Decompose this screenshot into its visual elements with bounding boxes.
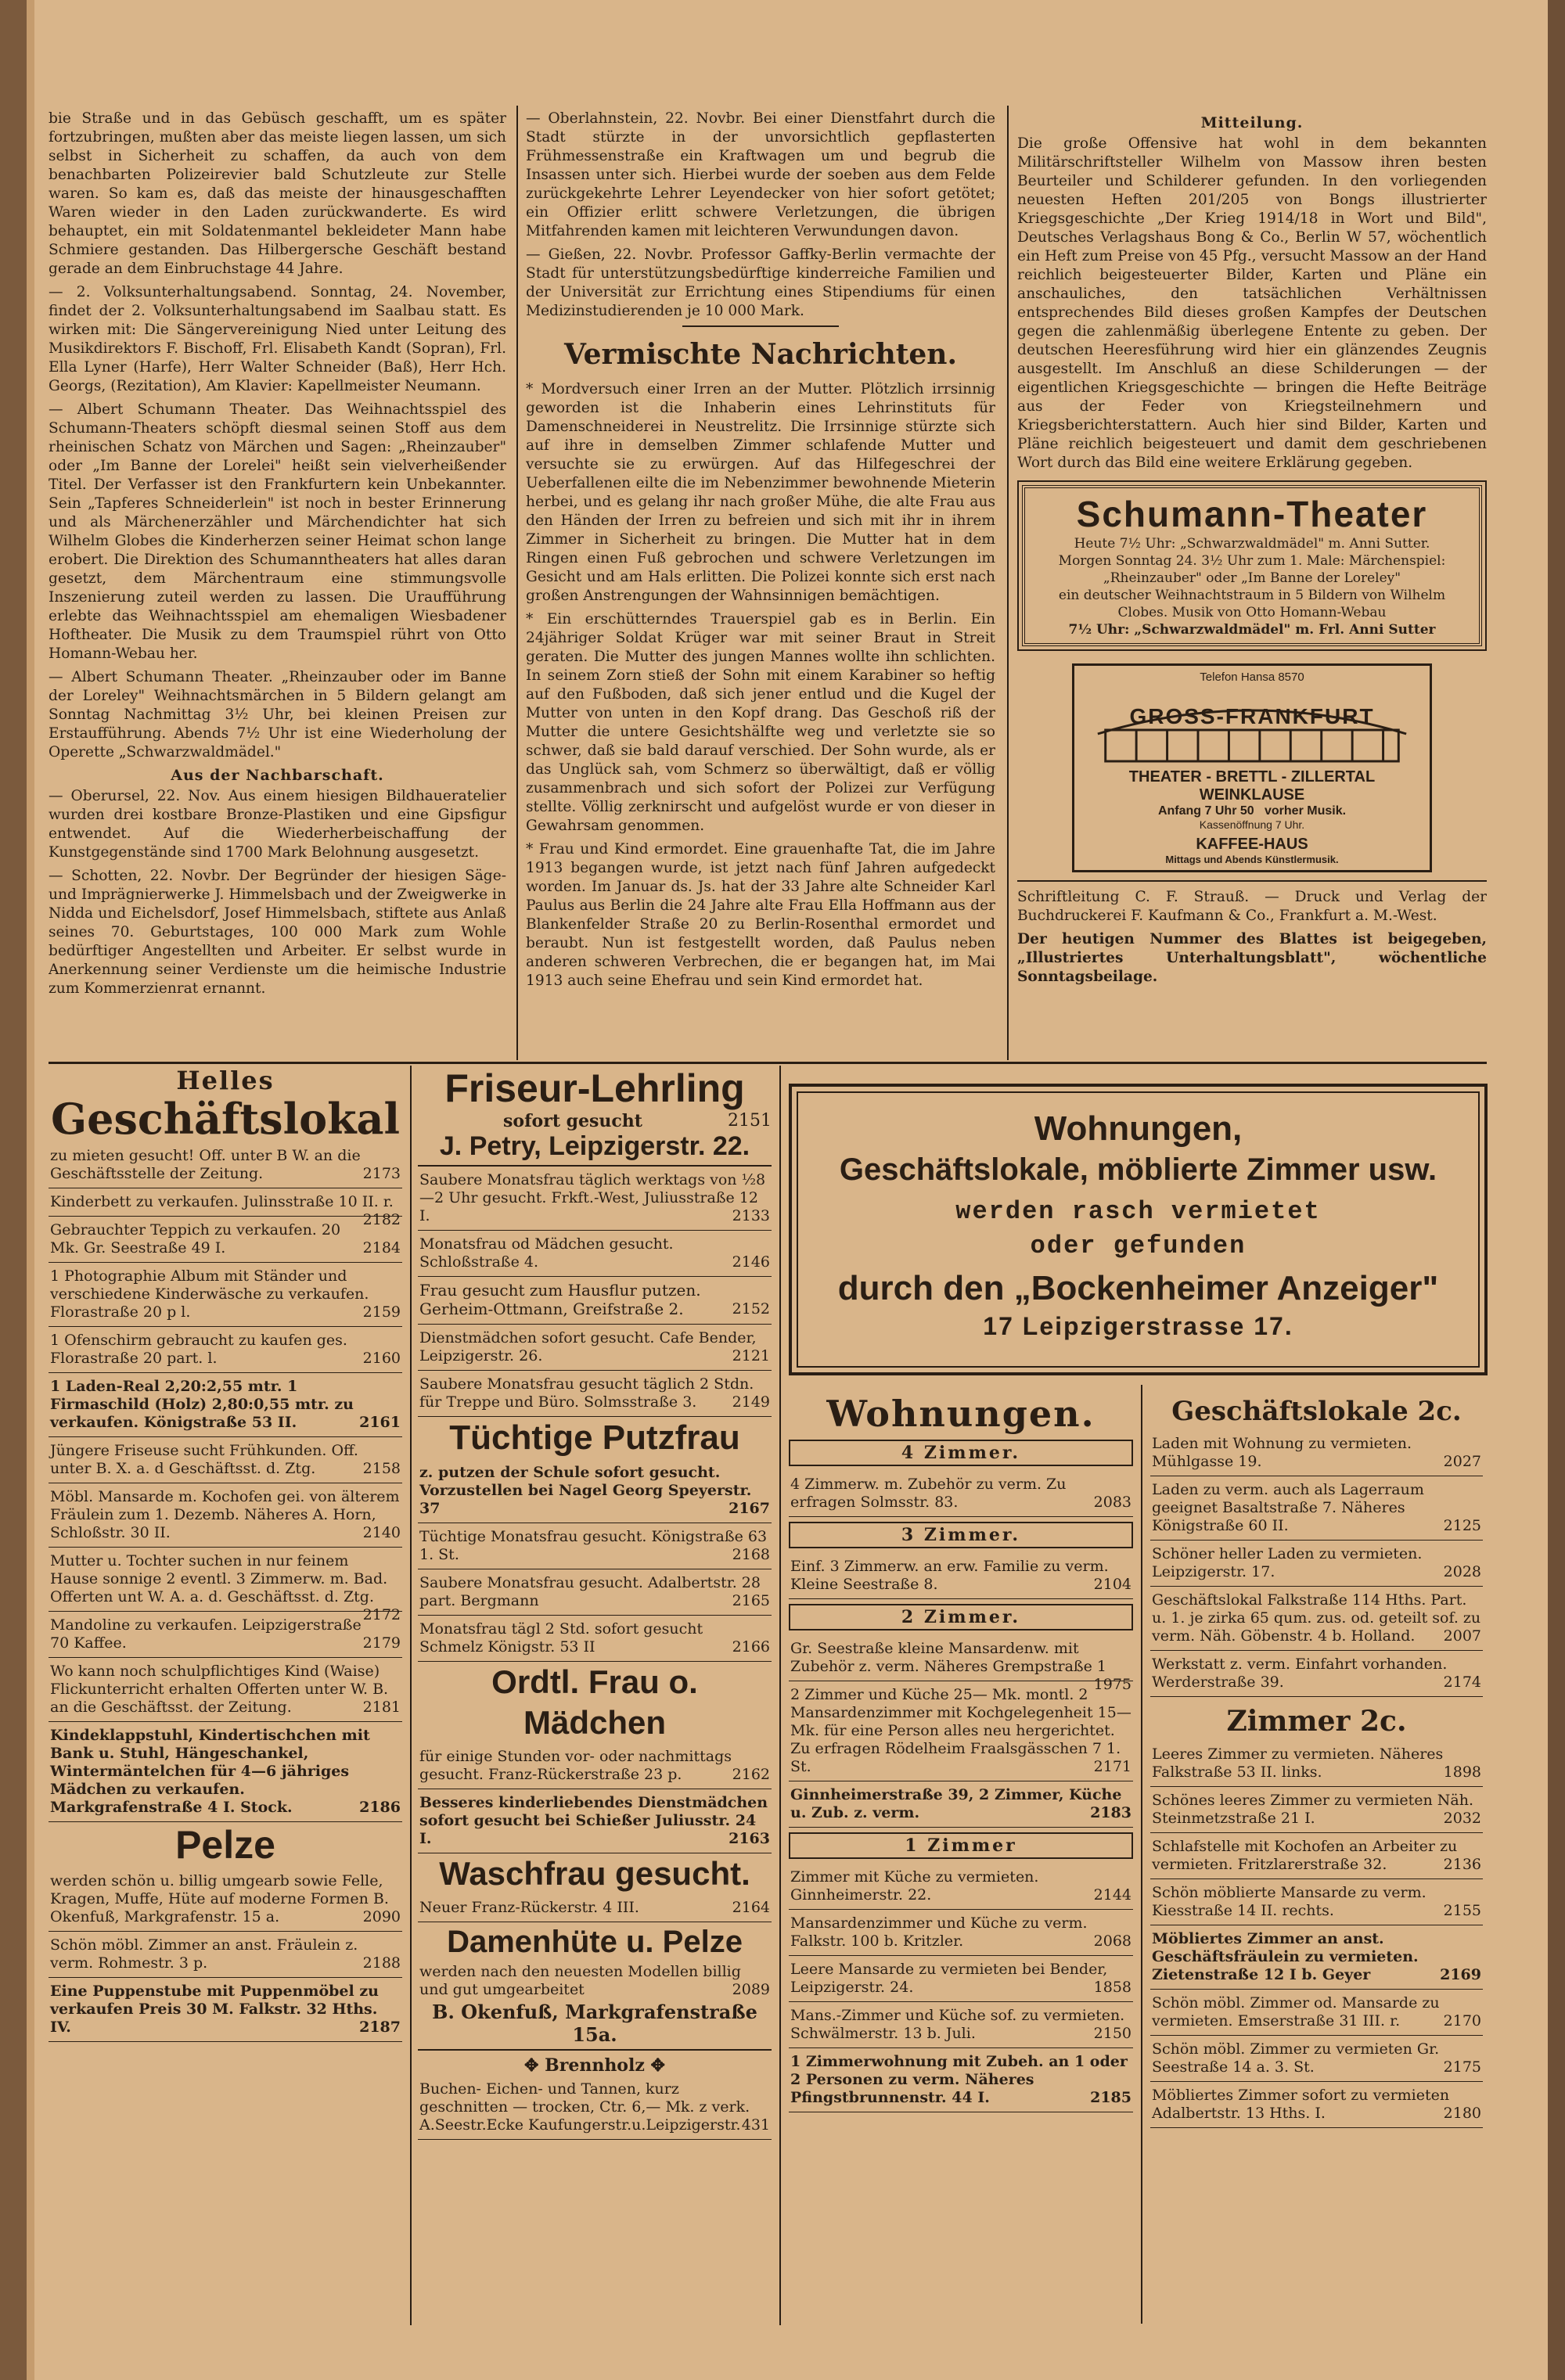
gf-line: KAFFEE-HAUS — [1196, 836, 1308, 853]
ad-subline — [418, 1111, 772, 1131]
classified-ad — [418, 1743, 772, 1789]
banner-line: durch den „Bockenheimer Anzeiger" — [837, 1269, 1439, 1307]
ad-text: Mans.-Zimmer und Küche sof. zu vermieten. Schwälmerstr. 13 b. Juli. — [790, 2007, 1125, 2042]
ad-headline-large: Friseur-Lehrling — [444, 1066, 745, 1110]
phone-number: Telefon Hansa 8570 — [1200, 670, 1304, 684]
classified-ad — [1150, 1541, 1483, 1587]
classified-ad — [789, 1910, 1133, 1956]
theater-line: 7½ Uhr: „Schwarzwaldmädel" m. Frl. Anni Sutter — [1068, 622, 1436, 638]
banner-line: Wohnungen, — [1034, 1109, 1243, 1148]
ad-text: zu mieten gesucht! Off. unter B W. an die Geschäftsstelle der Zeitung. — [50, 1147, 361, 1182]
ad-headline-large: Pelze — [175, 1823, 275, 1867]
theater-line: Heute 7½ Uhr: „Schwarzwaldmädel" m. Anni Sutter. — [1074, 536, 1430, 552]
classified-ad — [789, 2002, 1133, 2048]
gf-music: vorher Musik. — [1265, 804, 1347, 818]
ad-text: Möbliertes Zimmer sofort zu vermieten Adalbertstr. 13 Hths. I. — [1152, 2087, 1450, 2122]
article-paragraph: — Oberlahnstein, 22. Novbr. Bei einer Dienstfahrt durch die Stadt stürzte in der unvorsichtlich gepflasterten Frühmessenstraße ein Kraftwagen um und begrub die Insassen unter sich. Hierbei wurde der soeben aus dem Felde zurückgekehrte Lehrer Leyendecker von hier sofort getötet; ein Offizier erlitt schwere Verletzungen, die übrigen Mitfahrenden kamen mit leichteren Verwundungen davon. — [526, 110, 995, 239]
ad-headline-large: Geschäftslokal — [50, 1094, 401, 1144]
ad-text: 1 Ofenschirm gebraucht zu kaufen ges. Florastraße 20 part. l. — [50, 1332, 347, 1367]
classified-ad — [49, 1188, 402, 1228]
ad-code: 2089 — [732, 1981, 770, 1998]
ad-text: 2 Zimmer und Küche 25— Mk. montl. 2 Mansardenzimmer mit Kochgelegenheit 15— Mk. für eine Person alles neu hergerichtet. Zu erfragen Rödelheim Fraalsgässchen 7 1. St. — [790, 1686, 1131, 1775]
ad-headline-large: Ordtl. Frau o. Mädchen — [491, 1663, 698, 1741]
classified-ad — [418, 1371, 772, 1417]
ad-code: 2184 — [362, 1239, 401, 1257]
theater-title: Schumann-Theater — [1076, 494, 1428, 534]
subsection-1-zimmer: 1 Zimmer — [789, 1832, 1133, 1859]
ad-code: 2133 — [732, 1207, 770, 1224]
article-paragraph: bie Straße und in das Gebüsch geschafft, um es später fortzubringen, mußten aber das meiste liegen lassen, um sich selbst in Sicherheit zu schaffen, da auch von dem benachbarten Polizeirevier bald Schutzleute zur Stelle waren. So kam es, daß das meiste der hinausgeschafften Waren wieder in den Laden zurückwanderte. Es wird behauptet, ein mit Soldatenmantel bekleideter Mann habe Schmiere gestanden. Das Hilbergersche Geschäft bestand gerade an dem Einbruchstage 44 Jahre. — [49, 110, 506, 277]
ad-code: 2165 — [732, 1592, 770, 1609]
ad-code: 2179 — [362, 1634, 401, 1652]
ad-code: 2125 — [1443, 1517, 1481, 1534]
section-heading: Mitteilung. — [1200, 114, 1304, 131]
ad-text: 1 Zimmerwohnung mit Zubeh. an 1 oder 2 Personen zu verm. Näheres Pfingstbrunnenstr. 44 I. — [790, 2053, 1128, 2106]
ad-text: für einige Stunden vor- oder nachmittags gesucht. Franz-Rückerstraße 23 p. — [419, 1748, 732, 1783]
column-rule — [410, 1066, 412, 2325]
ad-text: Mutter u. Tochter suchen in nur feinem Hause sonnige 2 eventl. 3 Zimmerw. m. Bad. Offerten unt W. A. a. d. Geschäftsst. d. Ztg. — [50, 1552, 388, 1605]
ad-text: Jüngere Friseuse sucht Frühkunden. Off. unter B. X. a. d Geschäftsst. d. Ztg. — [50, 1442, 358, 1477]
classified-ad — [1150, 1990, 1483, 2036]
gf-line: Mittags und Abends Künstlermusik. — [1165, 854, 1339, 865]
classified-ad — [789, 1864, 1133, 1910]
classified-column-1 — [49, 1066, 402, 2364]
classified-ad — [49, 1548, 402, 1623]
ad-text: Schön möbl. Zimmer zu vermieten Gr. Seestraße 14 a. 3. St. — [1152, 2040, 1440, 2076]
ad-headline: B. Okenfuß, Markgrafenstraße 15a. — [418, 2001, 772, 2051]
page-binding-strip — [27, 0, 34, 2380]
ad-code: 2168 — [732, 1546, 770, 1563]
ad-headline-large: Tüchtige Putzfrau — [449, 1418, 740, 1457]
column-rule — [516, 106, 518, 1060]
ad-text: Mansardenzimmer und Küche zu verm. Falkstr. 100 b. Kritzler. — [790, 1914, 1088, 1950]
ad-text: Leeres Zimmer zu vermieten. Näheres Falkstraße 53 II. links. — [1152, 1745, 1444, 1781]
gf-line: WEINKLAUSE — [1199, 786, 1305, 804]
classified-ad — [1150, 1476, 1483, 1541]
article-paragraph: * Ein erschütterndes Trauerspiel gab es in Berlin. Ein 24jähriger Soldat Krüger war mit seiner Braut in Streit geraten. Die Mutter des jungen Mannes wollte ihn schlichten. In seinem Zorn stieß der Sohn mit einem Karabiner so heftig auf den Fußboden, daß sich jener entlud und die Kugel der Mutter von unten in den Kopf drang. Das Geschoß riß der Mutter die untere Gesichtshälfte weg und verletzte sie so schwer, daß sie bald darauf verschied. Der Sohn wurde, als er das Unglück sah, vom Schmerz so überwältigt, daß er völlig zusammenbrach und sich sofort der Polizei zur Verfügung stellte. Völlig zerknirscht und aufgelöst wurde er von dieser in Gewahrsam genommen. — [526, 611, 995, 834]
classified-ad — [418, 1961, 772, 2001]
ad-code: 2090 — [362, 1908, 401, 1925]
classified-ad — [49, 1932, 402, 1978]
ad-code: 2032 — [1443, 1810, 1481, 1827]
page-right-edge — [1548, 0, 1565, 2380]
ad-text: sofort gesucht — [503, 1111, 642, 1131]
classified-ad — [1150, 1587, 1483, 1651]
classified-ad — [789, 1681, 1133, 1781]
classified-ad — [1150, 2036, 1483, 2082]
ad-text: Schön möbl. Zimmer an anst. Fräulein z. verm. Rohmestr. 3 p. — [50, 1936, 358, 1972]
subsection-4-zimmer: 4 Zimmer. — [789, 1440, 1133, 1466]
ad-code: 2164 — [732, 1899, 770, 1916]
ad-code: 2121 — [732, 1347, 770, 1364]
ad-code: 2028 — [1443, 1563, 1481, 1580]
ad-text: Schönes leeres Zimmer zu vermieten Näh. Steinmetzstraße 21 I. — [1152, 1792, 1474, 1827]
classified-ad — [418, 1325, 772, 1371]
ad-code: 2150 — [1093, 2025, 1131, 2042]
ad-code: 2152 — [732, 1300, 770, 1318]
ad-headline — [418, 2055, 772, 2076]
ad-code: 1898 — [1443, 1763, 1481, 1781]
classified-ad — [1150, 1925, 1483, 1990]
subsection-3-zimmer: 3 Zimmer. — [789, 1522, 1133, 1548]
classified-ad — [418, 1789, 772, 1853]
banner-line: oder gefunden — [1030, 1231, 1247, 1260]
building-illustration — [1090, 687, 1414, 765]
classified-ad — [49, 1263, 402, 1327]
flourish-icon: ✥ — [524, 2055, 545, 2076]
ad-code: 2183 — [1090, 1804, 1131, 1821]
ad-text: Schön möblierte Mansarde zu verm. Kiesstraße 14 II. rechts. — [1152, 1884, 1426, 1919]
article-paragraph: Die große Offensive hat wohl in dem bekannten Militärschriftsteller Wilhelm von Massow ihren besten Beurteiler und Schilderer gefunden. In den vorliegenden neuesten Heften 201/205 von Bongs illustrierter Kriegsgeschichte „Der Krieg 1914/18 in Wort und Bild", Deutsches Verlagshaus Bong & Co., Berlin W 57, wöchentlich ein Heft zum Preise von 45 Pfg., versucht Massow an der Hand reichlich beigesteuerter Bilder, Karten und Pläne ein anschauliches, den tatsächlichen Verhältnissen entsprechendes Bild dieses großen Kampfes der Deutschen gegen die zahlenmäßig überlegene Entente zu geben. Der deutschen Heeresführung wird hier ein glänzendes Zeugnis ausgestellt. Im Anschluß an diese Schilderungen — der eigentlichen Kriegsgeschichte — bringen die Hefte Beiträge aus der Feder von Kriegsteilnehmern und Kriegsberichterstattern. Auch hier sind Bilder, Karten und Pläne reichlich beigesteuert und damit dem geschriebenen Wort durch das Bild eine weitere Erklärung gegeben. — [1017, 135, 1487, 471]
gf-line: Kassenöffnung 7 Uhr. — [1199, 818, 1305, 831]
flourish-icon: ✥ — [644, 2055, 665, 2076]
article-paragraph: * Frau und Kind ermordet. Eine grauenhafte Tat, die im Jahre 1913 begangen wurde, ist jetzt nach fünf Jahren aufgedeckt worden. Im Januar ds. Js. hat der 33 Jahre alte Schneider Karl Paulus aus Berlin die 24 Jahre alte Frau Ella Hoffmann aus der Blankenfelder Straße 20 zu Berlin-Rosenthal ermordet und beraubt. Nun ist festgestellt worden, daß Paulus neben anderen schweren Verbrechen, die er begangen hat, im Mai 1913 auch seine Ehefrau und sein Kind ermordet hat. — [526, 841, 995, 989]
theater-line: ein deutscher Weihnachtstraum in 5 Bildern von Wilhelm Clobes. Musik von Otto Homann-Webau — [1058, 588, 1446, 620]
classified-ad — [49, 1658, 402, 1722]
imprint-supplement: Der heutigen Nummer des Blattes ist beigegeben, „Illustriertes Unterhaltungsblatt", wöchentliche Sonntagsbeilage. — [1017, 931, 1487, 985]
classified-ad — [789, 1635, 1133, 1693]
ad-text: Laden mit Wohnung zu vermieten. Mühlgasse 19. — [1152, 1435, 1412, 1470]
ad-text: Eine Puppenstube mit Puppenmöbel zu verkaufen Preis 30 M. Falkstr. 32 Hths. IV. — [50, 1983, 379, 2036]
ad-text: 4 Zimmerw. m. Zubehör zu verm. Zu erfragen Solmsstr. 83. — [790, 1476, 1067, 1511]
column-rule — [1141, 1385, 1142, 2324]
ad-text: Mandoline zu verkaufen. Leipzigerstraße 70 Kaffee. — [50, 1616, 362, 1652]
ad-code: 2155 — [1443, 1902, 1481, 1919]
ad-text: Frau gesucht zum Hausflur putzen. Gerheim-Ottmann, Greifstraße 2. — [419, 1281, 701, 1318]
article-column-1 — [49, 110, 506, 1060]
ad-code: 2146 — [732, 1253, 770, 1271]
article-paragraph: — 2. Volksunterhaltungsabend. Sonntag, 24. November, findet der 2. Volksunterhaltungsabend im Saalbau statt. Es wirken mit: Die Sängervereinigung Nied unter Leitung des Musikdirektors F. Bischoff, Frl. Elisabeth Kandt (Sopran), Frl. Ella Lyner (Harfe), Herr Walter Schneider (Baß), Herr Hch. Georgs, (Rezitation), Am Klavier: Kapellmeister Neumann. — [49, 284, 506, 394]
ad-code: 2151 — [728, 1111, 772, 1131]
bockenheimer-anzeiger-banner — [789, 1084, 1488, 1375]
ad-text: 1 Laden-Real 2,20:2,55 mtr. 1 Firmaschild (Holz) 2,80:0,55 mtr. zu verkaufen. Königstraße 53 II. — [50, 1378, 354, 1431]
classified-ad — [789, 1471, 1133, 1517]
ad-code: 2144 — [1093, 1886, 1131, 1904]
ad-code: 2185 — [1090, 2089, 1131, 2106]
divider — [1017, 880, 1487, 882]
ad-code: 431 — [741, 2116, 770, 2134]
classified-ad — [49, 1142, 402, 1188]
ad-text: Zimmer mit Küche zu vermieten. Ginnheimerstr. 22. — [790, 1868, 1039, 1904]
classified-ad — [1150, 1879, 1483, 1925]
classified-ad — [1150, 1833, 1483, 1879]
classified-ad — [418, 1894, 772, 1922]
classified-ad — [1150, 1651, 1483, 1697]
ad-code: 2068 — [1093, 1932, 1131, 1950]
classified-ad — [418, 2076, 772, 2140]
ad-code: 2174 — [1443, 1674, 1481, 1691]
banner-line: Geschäftslokale, möblierte Zimmer usw. — [839, 1152, 1437, 1187]
ad-text: Geschäftslokal Falkstraße 114 Hths. Part. u. 1. je zirka 65 qum. zus. od. geteilt sof. zu verm. Näh. Göbenstr. 4 b. Holland. — [1152, 1591, 1481, 1645]
classified-ad — [49, 1483, 402, 1548]
wohnungen-column — [789, 1385, 1133, 2363]
banner-line: 17 Leipzigerstrasse 17. — [983, 1312, 1293, 1340]
classified-ad — [418, 1616, 772, 1662]
ad-text: Schön möbl. Zimmer od. Mansarde zu vermieten. Emserstraße 31 III. r. — [1152, 1994, 1440, 2029]
ad-text: Saubere Monatsfrau gesucht. Adalbertstr. 28 part. Bergmann — [419, 1574, 761, 1609]
ad-code: 2186 — [359, 1799, 401, 1816]
section-title: Zimmer 2c. — [1226, 1705, 1407, 1738]
ad-code: 2182 — [362, 1211, 401, 1228]
ad-headline-large: Waschfrau gesucht. — [439, 1855, 750, 1892]
classified-column-2 — [418, 1066, 772, 2364]
ad-code: 2007 — [1443, 1627, 1481, 1645]
ad-code: 2180 — [1443, 2105, 1481, 2122]
ad-code: 2169 — [1440, 1966, 1481, 1983]
ad-code: 2083 — [1093, 1494, 1131, 1511]
classified-ad — [789, 1956, 1133, 2002]
classified-ad — [789, 2048, 1133, 2112]
article-paragraph: — Gießen, 22. Novbr. Professor Gaffky-Berlin vermachte der Stadt für unterstützungsbedürftige kinderreiche Familien und der Universität zur Errichtung eines Stipendiums für einen Medizinstudierenden je 10 000 Mark. — [526, 246, 995, 319]
section-heading: Aus der Nachbarschaft. — [171, 767, 384, 784]
ad-text: Wo kann noch schulpflichtiges Kind (Waise) Flickunterricht erhalten Offerten unter W. B. an die Geschäftsst. der Zeitung. — [50, 1663, 389, 1716]
ad-text: Möbl. Mansarde m. Kochofen gei. von älterem Fräulein zum 1. Dezemb. Näheres A. Horn, Schloßstr. 30 II. — [50, 1488, 400, 1541]
ad-text: Gebrauchter Teppich zu verkaufen. 20 Mk. Gr. Seestraße 49 I. — [50, 1221, 341, 1257]
classified-ad — [1150, 1741, 1483, 1787]
ad-text: Saubere Monatsfrau gesucht täglich 2 Stdn. für Treppe und Büro. Solmsstraße 3. — [419, 1375, 754, 1411]
ad-text: Ginnheimerstraße 39, 2 Zimmer, Küche u. Zub. z. verm. — [790, 1786, 1122, 1821]
gf-title: GROSS-FRANKFURT — [1129, 704, 1375, 728]
classified-ad — [1150, 1787, 1483, 1833]
ad-code: 1975 — [1093, 1676, 1131, 1693]
classified-ad — [49, 1373, 402, 1437]
ad-code: 2167 — [729, 1500, 770, 1517]
banner-line: werden rasch vermietet — [955, 1197, 1321, 1226]
ad-text: werden nach den neuesten Modellen billig und gut umgearbeitet — [419, 1963, 741, 1998]
ad-code: 2166 — [732, 1638, 770, 1656]
section-title: Geschäftslokale 2c. — [1171, 1396, 1462, 1427]
ad-headline: Helles — [176, 1066, 275, 1095]
article-paragraph: * Mordversuch einer Irren an der Mutter. Plötzlich irrsinnig geworden ist die Inhaberin eines Lehrinstituts für Damenschneiderei in Neustrelitz. Die Irrsinnige stürzte sich auf ihre in demselben Zimmer schlafende Mutter und versuchte sie zu erwürgen. Auf das Hilfegeschrei der Ueberfallenen eilte die im Nebenzimmer bewohnende Mieterin herbei, und es gelang ihr nach großer Mühe, die alte Frau aus den Händen der Irren zu befreien und sich mit ihr in ihrem Zimmer in Sicherheit zu bringen. Die Mutter hat in dem Ringen einen Fuß gebrochen und schwere Verletzungen im Gesicht und am Hals erlitten. Die Polizei konnte sich erst nach großen Anstrengungen der Wahnsinnigen bemächtigen. — [526, 381, 995, 604]
section-title: Wohnungen. — [826, 1393, 1096, 1435]
article-paragraph: — Oberursel, 22. Nov. Aus einem hiesigen Bildhaueratelier wurden drei kostbare Bronze-Plastiken und eine Gipsfigur entwendet. Auf die Wiederherbeischaffung der Kunstgegenstände sind 1700 Mark Belohnung ausgesetzt. — [49, 788, 506, 861]
ad-code: 2175 — [1443, 2058, 1481, 2076]
classified-ad — [49, 1868, 402, 1932]
article-column-2 — [526, 110, 995, 1060]
ad-text: Werkstatt z. verm. Einfahrt vorhanden. Werderstraße 39. — [1152, 1656, 1448, 1691]
theater-line: Morgen Sonntag 24. 3½ Uhr zum 1. Male: Märchenspiel: „Rheinzauber" oder „Im Banne der Loreley" — [1058, 553, 1446, 586]
ad-code: 2149 — [732, 1393, 770, 1411]
ad-text: Schöner heller Laden zu vermieten. Leipzigerstr. 17. — [1152, 1545, 1423, 1580]
article-paragraph: — Albert Schumann Theater. „Rheinzauber oder im Banne der Loreley" Weihnachtsmärchen in 5 Bildern gelangt am Sonntag Nachmittag 3½ Uhr, bei kleinen Preisen zur Erstaufführung. Abends 7½ Uhr ist eine Wiederholung der Operette „Schwarzwaldmädel." — [49, 669, 506, 760]
gross-frankfurt-ad — [1072, 663, 1432, 872]
subsection-2-zimmer: 2 Zimmer. — [789, 1604, 1133, 1630]
divider — [682, 325, 839, 327]
article-paragraph: — Albert Schumann Theater. Das Weihnachtsspiel des Schumann-Theaters schöpft diesmal seinen Stoff aus dem rheinischen Schatz von Märchen und Sagen: „Rheinzauber" oder „Im Banne der Lorelei" heißt sein vielverheißender Titel. Der Verfasser ist den Frankfurtern kein Unbekannter. Sein „Tapferes Schneiderlein" ist noch in bester Erinnerung und als Märchenerzähler und Märchendichter hat sich Wilhelm Globes die Kinderherzen seiner Heimat schon lange erobert. Die Direktion des Schumanntheaters hat alles daran gesetzt, dem Märchentraum eine stimmungsvolle Inszenierung zuteil werden zu lassen. Die Uraufführung erlebte das Weihnachtsspiel am ehemaligen Wiesbadener Hoftheater. Die Musik zu dem Traumspiel rührt von Otto Homann-Webau her. — [49, 401, 506, 662]
ad-code: 2187 — [359, 2019, 401, 2036]
classified-ad — [418, 1167, 772, 1231]
classified-ad — [1150, 1430, 1483, 1476]
gf-line — [1082, 804, 1422, 818]
ad-text: Monatsfrau od Mädchen gesucht. Schloßstraße 4. — [419, 1235, 674, 1271]
ad-code: 2181 — [362, 1699, 401, 1716]
classified-ad — [418, 1459, 772, 1523]
ad-code: 2188 — [362, 1954, 401, 1972]
page-binding-edge — [0, 0, 27, 2380]
ad-text: Tüchtige Monatsfrau gesucht. Königstraße 63 1. St. — [419, 1528, 768, 1563]
ad-text: Monatsfrau tägl 2 Std. sofort gesucht Schmelz Königstr. 53 II — [419, 1620, 703, 1656]
ad-text: Kinderbett zu verkaufen. Julinsstraße 10 II. r. — [50, 1193, 394, 1210]
classified-ad — [418, 1569, 772, 1616]
ad-code: 2140 — [362, 1524, 401, 1541]
gf-line: THEATER - BRETTL - ZILLERTAL — [1128, 768, 1376, 786]
ad-text: Neuer Franz-Rückerstr. 4 III. — [419, 1899, 639, 1916]
ad-text: Laden zu verm. auch als Lagerraum geeignet Basaltstraße 7. Näheres Königstraße 60 II. — [1152, 1481, 1424, 1534]
column-rule — [779, 1066, 781, 2325]
classified-ad — [49, 1978, 402, 2042]
ad-text: z. putzen der Schule sofort gesucht. Vorzustellen bei Nagel Georg Speyerstr. 37 — [419, 1464, 752, 1517]
schumann-theater-ad — [1022, 485, 1482, 646]
ad-code: 2173 — [362, 1165, 401, 1182]
article-column-3 — [1017, 110, 1487, 1060]
classified-ad — [789, 1553, 1133, 1599]
ad-code: 2160 — [362, 1350, 401, 1367]
classified-ad — [49, 1437, 402, 1483]
ad-text: Kindeklappstuhl, Kindertischchen mit Bank u. Stuhl, Hängeschankel, Wintermäntelchen für 4—6 jähriges Mädchen zu verkaufen. Markgrafenstraße 4 I. Stock. — [50, 1727, 370, 1816]
classified-ad — [49, 1327, 402, 1373]
ad-text: Besseres kinderliebendes Dienstmädchen sofort gesucht bei Schießer Juliusstr. 24 I. — [419, 1794, 768, 1847]
classified-ad — [789, 1781, 1133, 1828]
ad-text: Dienstmädchen sofort gesucht. Cafe Bender, Leipzigerstr. 26. — [419, 1329, 757, 1364]
article-paragraph: — Schotten, 22. Novbr. Der Begründer der hiesigen Säge- und Imprägnierwerke J. Himmelsbach und der Zweigwerke in Nidda und Eichelsdorf, Josef Himmelsbach, stiftete aus Anlaß seines 70. Geburtstages, 100 000 Mark zum Wohle bedürftiger Angestellten und Arbeiter. Er selbst wurde in Anerkennung seiner Verdienste um die heimische Industrie zum Kommerzienrat ernannt. — [49, 868, 506, 997]
ad-text: Möbliertes Zimmer an anst. Geschäftsfräulein zu vermieten. Zietenstraße 12 I b. Geyer — [1152, 1930, 1419, 1983]
ad-code: 2159 — [362, 1303, 401, 1321]
ad-text: Brennholz — [545, 2055, 645, 2076]
ad-text: 1 Photographie Album mit Ständer und verschiedene Kinderwäsche zu verkaufen. Florastraße 20 p l. — [50, 1267, 369, 1321]
ad-text: Schlafstelle mit Kochofen an Arbeiter zu vermieten. Fritzlarerstraße 32. — [1152, 1838, 1458, 1873]
ad-text: Einf. 3 Zimmerw. an erw. Familie zu verm. Kleine Seestraße 8. — [790, 1558, 1109, 1593]
classified-ad — [418, 1231, 772, 1277]
ad-code: 1858 — [1093, 1979, 1131, 1996]
ad-code: 2171 — [1093, 1758, 1131, 1775]
classified-ad — [49, 1722, 402, 1822]
ad-text: Leere Mansarde zu vermieten bei Bender, Leipzigerstr. 24. — [790, 1961, 1108, 1996]
gf-start: Anfang 7 Uhr 50 — [1157, 804, 1254, 818]
classified-ad — [418, 1523, 772, 1569]
classified-ad — [49, 1612, 402, 1658]
section-rule — [49, 1062, 1487, 1064]
ad-code: 2104 — [1093, 1576, 1131, 1593]
geschaeftslokale-column — [1150, 1393, 1483, 2363]
ad-code: 2163 — [729, 1830, 770, 1847]
ad-code: 2158 — [362, 1460, 401, 1477]
ad-text: Gr. Seestraße kleine Mansardenw. mit Zubehör z. verm. Näheres Grempstraße 1 — [790, 1640, 1106, 1675]
classified-ad — [1150, 2082, 1483, 2128]
ad-code: 2162 — [732, 1766, 770, 1783]
ad-headline-large: Damenhüte u. Pelze — [447, 1925, 743, 1959]
ad-text: Saubere Monatsfrau täglich werktags von ½8—2 Uhr gesucht. Frkft.-West, Juliusstraße 12 I. — [419, 1171, 766, 1224]
ad-headline: J. Petry, Leipzigerstr. 22. — [418, 1131, 772, 1167]
ad-code: 2161 — [359, 1414, 401, 1431]
classified-ad — [49, 1217, 402, 1263]
ad-text: Buchen- Eichen- und Tannen, kurz geschnitten — trocken, Ctr. 6,— Mk. z verk. A.Seestr.Ecke Kaufungerstr.u.Leipzigerstr. — [419, 2080, 750, 2134]
ad-code: 2172 — [362, 1606, 401, 1623]
imprint: Schriftleitung C. F. Strauß. — Druck und Verlag der Buchdruckerei F. Kaufmann & Co., Frankfurt a. M.-West. — [1017, 889, 1487, 924]
ad-code: 2136 — [1443, 1856, 1481, 1873]
section-heading: Vermischte Nachrichten. — [564, 338, 957, 371]
ad-code: 2170 — [1443, 2012, 1481, 2029]
column-rule — [1007, 106, 1009, 1060]
classified-ad — [418, 1277, 772, 1325]
ad-text: werden schön u. billig umgearb sowie Felle, Kragen, Muffe, Hüte auf moderne Formen B. Okenfuß, Markgrafenstr. 15 a. — [50, 1872, 389, 1925]
ad-code: 2027 — [1443, 1453, 1481, 1470]
